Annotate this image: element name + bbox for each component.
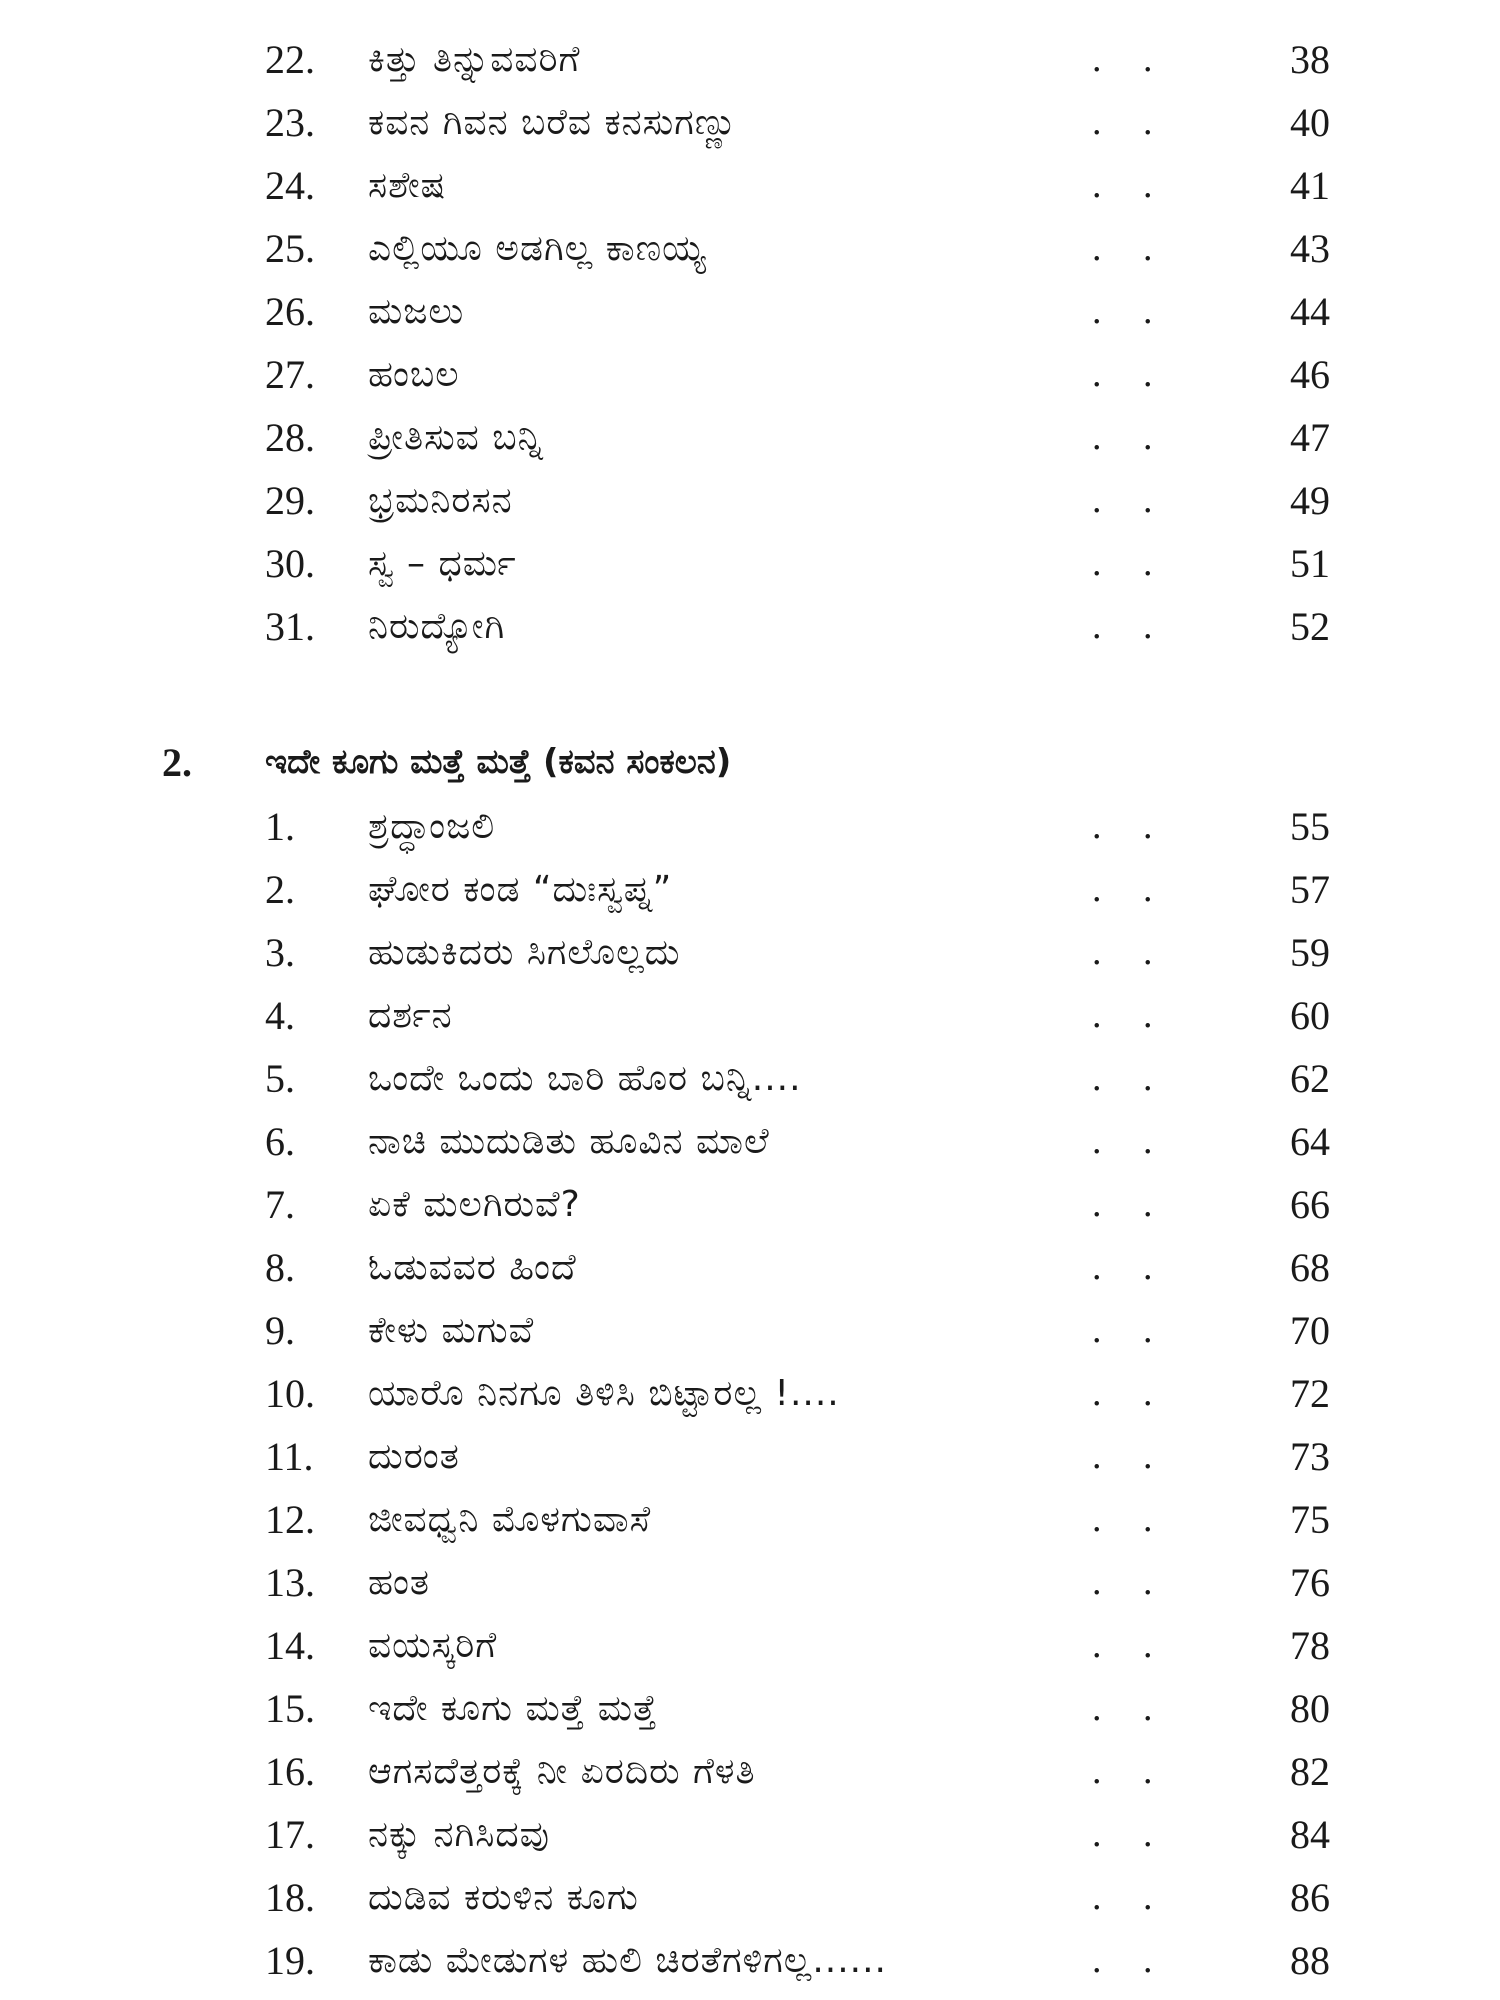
entry-title: ವಯಸ್ಕರಿಗೆ — [368, 1625, 498, 1666]
entry-number: 28. — [265, 415, 315, 460]
toc-entry — [0, 1299, 1500, 1362]
entry-leader-dots: . . — [1092, 227, 1169, 269]
section-title: ಇದೇ ಕೂಗು ಮತ್ತೆ ಮತ್ತೆ (ಕವನ ಸಂಕಲನ) — [265, 742, 732, 782]
entry-title: ಸಶೇಷ — [368, 165, 447, 206]
entry-page-number: 64 — [1290, 1119, 1330, 1164]
entry-page-number: 76 — [1290, 1560, 1330, 1605]
entry-title: ಕಿತ್ತು ತಿನ್ನುವವರಿಗೆ — [368, 39, 581, 80]
entry-page-number: 78 — [1290, 1623, 1330, 1668]
entry-leader-dots: . . — [1092, 1435, 1169, 1477]
toc-entry — [0, 154, 1500, 217]
entry-page-number: 46 — [1290, 352, 1330, 397]
entry-leader-dots: . . — [1092, 931, 1169, 973]
entry-leader-dots: . . — [1092, 1498, 1169, 1540]
toc-entry — [0, 1236, 1500, 1299]
entry-page-number: 60 — [1290, 993, 1330, 1038]
entry-leader-dots: . . — [1092, 1246, 1169, 1288]
entry-page-number: 49 — [1290, 478, 1330, 523]
entry-leader-dots: . . — [1092, 1561, 1169, 1603]
entry-title: ಘೋರ ಕಂಡ “ದುಃಸ್ವಪ್ನ” — [368, 869, 673, 910]
toc-entry — [0, 921, 1500, 984]
entry-leader-dots: . . — [1092, 1813, 1169, 1855]
entry-title: ಏಕೆ ಮಲಗಿರುವೆ? — [368, 1184, 581, 1225]
entry-page-number: 70 — [1290, 1308, 1330, 1353]
entry-page-number: 43 — [1290, 226, 1330, 271]
entry-title: ಯಾರೊ ನಿನಗೂ ತಿಳಿಸಿ ಬಿಟ್ಟಾರಲ್ಲ !.... — [368, 1373, 840, 1414]
entry-page-number: 44 — [1290, 289, 1330, 334]
entry-number: 10. — [265, 1371, 315, 1416]
toc-entry — [0, 1803, 1500, 1866]
section-heading — [0, 731, 1500, 794]
entry-leader-dots: . . — [1092, 101, 1169, 143]
entry-page-number: 55 — [1290, 804, 1330, 849]
entry-title: ಮಜಲು — [368, 291, 465, 332]
toc-entry — [0, 858, 1500, 921]
entry-number: 11. — [265, 1434, 314, 1479]
entry-number: 12. — [265, 1497, 315, 1542]
entry-number: 6. — [265, 1119, 295, 1164]
entry-leader-dots: . . — [1092, 1687, 1169, 1729]
entry-title: ಓಡುವವರ ಹಿಂದೆ — [368, 1247, 577, 1288]
entry-number: 29. — [265, 478, 315, 523]
entry-page-number: 75 — [1290, 1497, 1330, 1542]
toc-entry — [0, 1047, 1500, 1110]
entry-title: ಕಾಡು ಮೇಡುಗಳ ಹುಲಿ ಚಿರತೆಗಳಿಗಲ್ಲ...... — [368, 1940, 887, 1981]
entry-number: 24. — [265, 163, 315, 208]
entry-page-number: 57 — [1290, 867, 1330, 912]
toc-entry — [0, 1362, 1500, 1425]
entry-number: 1. — [265, 804, 295, 849]
entry-number: 4. — [265, 993, 295, 1038]
toc-entry — [0, 1173, 1500, 1236]
entry-leader-dots: . . — [1092, 353, 1169, 395]
entry-title: ನಕ್ಕು ನಗಿಸಿದವು — [368, 1814, 550, 1855]
entry-leader-dots: . . — [1092, 416, 1169, 458]
entry-title: ದುರಂತ — [368, 1436, 460, 1477]
entry-title: ಆಗಸದೆತ್ತರಕ್ಕೆ ನೀ ಏರದಿರು ಗೆಳತಿ — [368, 1751, 756, 1792]
toc-entry — [0, 1425, 1500, 1488]
entry-number: 7. — [265, 1182, 295, 1227]
toc-entry — [0, 1551, 1500, 1614]
entry-number: 26. — [265, 289, 315, 334]
entry-leader-dots: . . — [1092, 994, 1169, 1036]
toc-entry — [0, 343, 1500, 406]
toc-entry — [0, 1866, 1500, 1929]
entry-page-number: 68 — [1290, 1245, 1330, 1290]
entry-page-number: 86 — [1290, 1875, 1330, 1920]
entry-leader-dots: . . — [1092, 479, 1169, 521]
entry-leader-dots: . . — [1092, 1750, 1169, 1792]
entry-number: 25. — [265, 226, 315, 271]
entry-title: ಒಂದೇ ಒಂದು ಬಾರಿ ಹೊರ ಬನ್ನಿ.... — [368, 1058, 802, 1099]
entry-title: ಭ್ರಮನಿರಸನ — [368, 480, 513, 521]
entry-title: ಜೀವಧ್ವನಿ ಮೊಳಗುವಾಸೆ — [368, 1499, 652, 1540]
entry-title: ಸ್ವ – ಧರ್ಮ — [368, 543, 517, 584]
entry-number: 14. — [265, 1623, 315, 1668]
entry-leader-dots: . . — [1092, 1057, 1169, 1099]
entry-title: ದುಡಿವ ಕರುಳಿನ ಕೂಗು — [368, 1877, 639, 1918]
entry-leader-dots: . . — [1092, 1372, 1169, 1414]
entry-leader-dots: . . — [1092, 1309, 1169, 1351]
entry-number: 5. — [265, 1056, 295, 1101]
entry-page-number: 40 — [1290, 100, 1330, 145]
entry-page-number: 38 — [1290, 37, 1330, 82]
entry-leader-dots: . . — [1092, 164, 1169, 206]
entry-page-number: 84 — [1290, 1812, 1330, 1857]
entry-page-number: 52 — [1290, 604, 1330, 649]
section-number: 2. — [162, 740, 192, 785]
toc-entry — [0, 532, 1500, 595]
entry-number: 23. — [265, 100, 315, 145]
toc-entry — [0, 1677, 1500, 1740]
entry-leader-dots: . . — [1092, 605, 1169, 647]
entry-title: ಹುಡುಕಿದರು ಸಿಗಲೊಲ್ಲದು — [368, 932, 681, 973]
entry-title: ನಿರುದ್ಯೋಗಿ — [368, 606, 506, 647]
toc-entry — [0, 469, 1500, 532]
entry-number: 13. — [265, 1560, 315, 1605]
entry-leader-dots: . . — [1092, 1120, 1169, 1162]
entry-number: 22. — [265, 37, 315, 82]
entry-number: 8. — [265, 1245, 295, 1290]
entry-leader-dots: . . — [1092, 805, 1169, 847]
entry-page-number: 59 — [1290, 930, 1330, 975]
toc-entry — [0, 406, 1500, 469]
toc-entry — [0, 595, 1500, 658]
toc-entry — [0, 28, 1500, 91]
toc-entry — [0, 795, 1500, 858]
entry-leader-dots: . . — [1092, 1939, 1169, 1981]
entry-page-number: 62 — [1290, 1056, 1330, 1101]
entry-page-number: 51 — [1290, 541, 1330, 586]
entry-page-number: 47 — [1290, 415, 1330, 460]
entry-page-number: 88 — [1290, 1938, 1330, 1983]
entry-number: 9. — [265, 1308, 295, 1353]
entry-title: ದರ್ಶನ — [368, 995, 453, 1036]
entry-page-number: 73 — [1290, 1434, 1330, 1479]
entry-page-number: 80 — [1290, 1686, 1330, 1731]
entry-title: ಕೇಳು ಮಗುವೆ — [368, 1310, 535, 1351]
entry-number: 19. — [265, 1938, 315, 1983]
entry-page-number: 82 — [1290, 1749, 1330, 1794]
toc-entry — [0, 1488, 1500, 1551]
entry-title: ಶ್ರದ್ಧಾಂಜಲಿ — [368, 806, 496, 847]
entry-leader-dots: . . — [1092, 1876, 1169, 1918]
toc-entry — [0, 91, 1500, 154]
toc-entry — [0, 1614, 1500, 1677]
entry-title: ಹಂಬಲ — [368, 354, 460, 395]
entry-number: 18. — [265, 1875, 315, 1920]
entry-number: 2. — [265, 867, 295, 912]
toc-entry — [0, 1740, 1500, 1803]
entry-title: ನಾಚಿ ಮುದುಡಿತು ಹೂವಿನ ಮಾಲೆ — [368, 1121, 770, 1162]
entry-page-number: 72 — [1290, 1371, 1330, 1416]
toc-entry — [0, 280, 1500, 343]
entry-number: 31. — [265, 604, 315, 649]
entry-page-number: 41 — [1290, 163, 1330, 208]
entry-number: 15. — [265, 1686, 315, 1731]
toc-entry — [0, 1929, 1500, 1992]
entry-title: ಎಲ್ಲಿಯೂ ಅಡಗಿಲ್ಲ ಕಾಣಯ್ಯ — [368, 228, 707, 269]
toc-entry — [0, 1110, 1500, 1173]
entry-title: ಇದೇ ಕೂಗು ಮತ್ತೆ ಮತ್ತೆ — [368, 1688, 658, 1729]
entry-title: ಕವನ ಗಿವನ ಬರೆವ ಕನಸುಗಣ್ಣು — [368, 102, 738, 143]
entry-leader-dots: . . — [1092, 1183, 1169, 1225]
entry-number: 27. — [265, 352, 315, 397]
entry-number: 17. — [265, 1812, 315, 1857]
entry-page-number: 66 — [1290, 1182, 1330, 1227]
entry-number: 16. — [265, 1749, 315, 1794]
entry-leader-dots: . . — [1092, 1624, 1169, 1666]
entry-number: 30. — [265, 541, 315, 586]
toc-entry — [0, 984, 1500, 1047]
entry-leader-dots: . . — [1092, 290, 1169, 332]
entry-leader-dots: . . — [1092, 868, 1169, 910]
entry-title: ಪ್ರೀತಿಸುವ ಬನ್ನಿ — [368, 417, 544, 458]
entry-title: ಹಂತ — [368, 1562, 430, 1603]
toc-entry — [0, 217, 1500, 280]
entry-leader-dots: . . — [1092, 38, 1169, 80]
entry-leader-dots: . . — [1092, 542, 1169, 584]
entry-number: 3. — [265, 930, 295, 975]
